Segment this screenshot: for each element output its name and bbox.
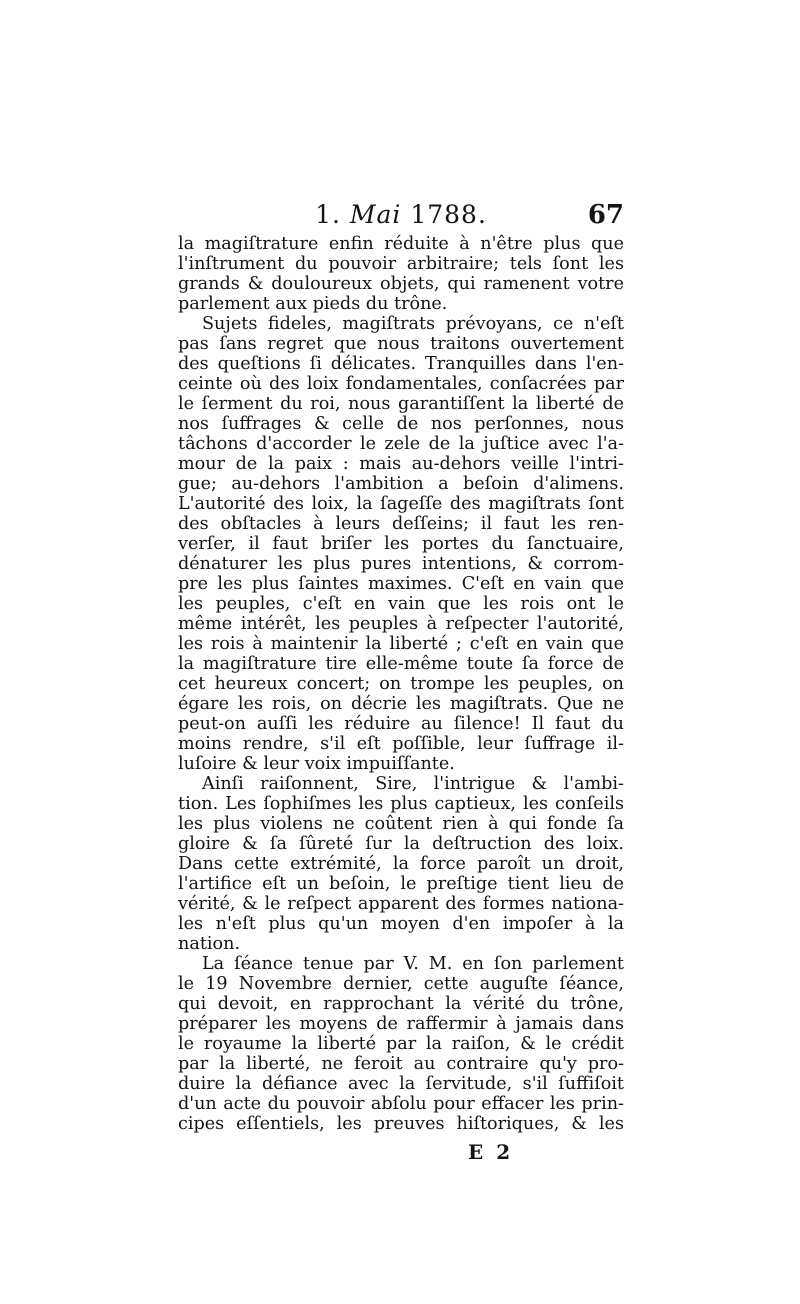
text-line: l'inſtrument du pouvoir arbitraire; tels ſont les <box>178 254 624 274</box>
text-line: d'un acte du pouvoir abſolu pour effacer les prin- <box>178 1094 624 1114</box>
running-head-month: Mai <box>349 200 402 229</box>
text-line: les peuples, c'eſt en vain que les rois ont le <box>178 594 624 614</box>
text-line: égare les rois, on décrie les magiſtrats. Que ne <box>178 694 624 714</box>
text-line: les n'eſt plus qu'un moyen d'en impoſer à la <box>178 914 624 934</box>
text-line: Dans cette extrémité, la force paroît un droit, <box>178 854 624 874</box>
text-line: gloire & ſa ſûreté ſur la deſtruction des loix. <box>178 834 624 854</box>
text-line: dénaturer les plus pures intentions, & corrom- <box>178 554 624 574</box>
text-line: les rois à maintenir la liberté ; c'eſt en vain que <box>178 634 624 654</box>
text-line: verſer, il faut briſer les portes du ſanctuaire, <box>178 534 624 554</box>
text-line: vérité, & le reſpect apparent des formes nationa- <box>178 894 624 914</box>
text-line: peut-on auſſi les réduire au ſilence! Il faut du <box>178 714 624 734</box>
text-line: parlement aux pieds du trône. <box>178 294 448 314</box>
text-line: nation. <box>178 934 241 954</box>
text-line: pas ſans regret que nous traitons ouvertement <box>178 334 624 354</box>
text-line: Sujets fideles, magiſtrats prévoyans, ce n'eſt <box>202 314 624 334</box>
text-line: la magiſtrature enfin réduite à n'être plus que <box>178 234 624 254</box>
text-line: pre les plus ſaintes maximes. C'eſt en vain que <box>178 574 624 594</box>
page-number: 67 <box>587 200 624 230</box>
text-line: le 19 Novembre dernier, cette auguſte ſéance, <box>178 974 624 994</box>
running-head-prefix: 1. <box>315 200 350 229</box>
text-line: duire la défiance avec la ſervitude, s'il ſuffiſoit <box>178 1074 624 1094</box>
text-line: ceinte où des loix fondamentales, conſacrées par <box>178 374 624 394</box>
text-line: moins rendre, s'il eſt poſſible, leur ſuffrage il- <box>178 734 624 754</box>
text-line: Ainſi raiſonnent, Sire, l'intrigue & l'ambi- <box>202 774 624 794</box>
text-line: cet heureux concert; on trompe les peuples, on <box>178 674 624 694</box>
text-line: les plus violens ne coûtent rien à qui fonde ſa <box>178 814 624 834</box>
text-line: des queſtions ſi délicates. Tranquilles dans l'en- <box>178 354 624 374</box>
text-line: le ſerment du roi, nous garantiſſent la liberté de <box>178 394 624 414</box>
text-line: par la liberté, ne feroit au contraire qu'y pro- <box>178 1054 624 1074</box>
text-line: l'artifice eſt un beſoin, le preſtige tient lieu de <box>178 874 624 894</box>
text-line: gue; au-dehors l'ambition a beſoin d'alimens. <box>178 474 624 494</box>
text-line: tion. Les ſophiſmes les plus captieux, les conſeils <box>178 794 624 814</box>
running-head <box>178 200 624 229</box>
page-header <box>178 200 624 234</box>
text-line: des obſtacles à leurs deſſeins; il faut les ren- <box>178 514 624 534</box>
text-line: le royaume la liberté par la raiſon, & le crédit <box>178 1034 624 1054</box>
text-line: la magiſtrature tire elle-même toute ſa force de <box>178 654 624 674</box>
text-line: grands & douloureux objets, qui ramenent votre <box>178 274 624 294</box>
signature-mark: E 2 <box>468 1140 514 1164</box>
text-line: L'autorité des loix, la ſageſſe des magiſtrats ſont <box>178 494 624 514</box>
text-line: La ſéance tenue par V. M. en ſon parlement <box>202 954 624 974</box>
text-line: luſoire & leur voix impuiſſante. <box>178 754 455 774</box>
text-line: même intérêt, les peuples à reſpecter l'autorité, <box>178 614 624 634</box>
text-line: qui devoit, en rapprochant la vérité du trône, <box>178 994 624 1014</box>
text-line: nos ſuffrages & celle de nos perſonnes, nous <box>178 414 624 434</box>
running-head-year: 1788. <box>401 200 487 229</box>
text-line: préparer les moyens de raffermir à jamais dans <box>178 1014 624 1034</box>
text-line: cipes eſſentiels, les preuves hiſtoriques, & les <box>178 1114 624 1134</box>
text-line: tâchons d'accorder le zele de la juſtice avec l'a- <box>178 434 624 454</box>
text-line: mour de la paix : mais au-dehors veille l'intri- <box>178 454 624 474</box>
body-text <box>178 234 624 1134</box>
